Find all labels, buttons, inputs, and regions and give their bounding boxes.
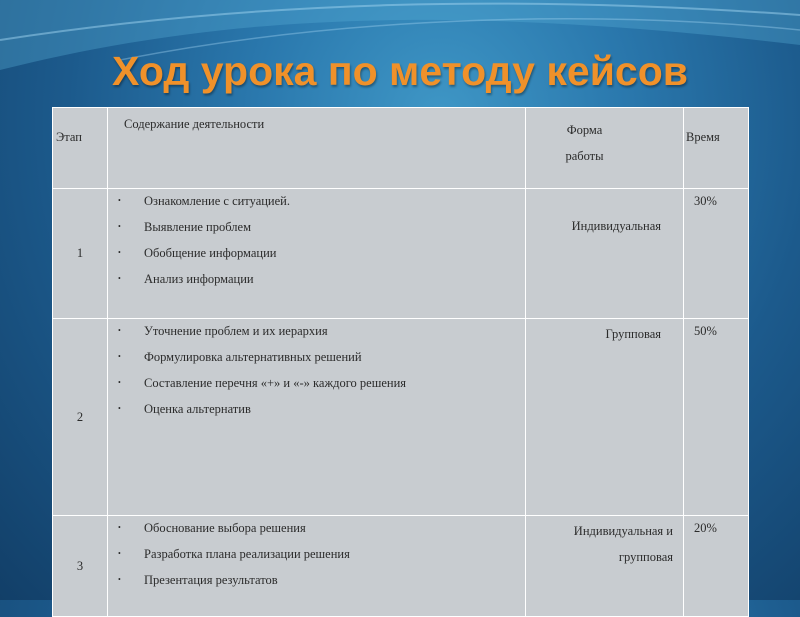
list-item: • Формулировка альтернативных решений (118, 347, 525, 373)
list-item: • Презентация результатов (118, 570, 525, 596)
list-item: • Уточнение проблем и их иерархия (118, 321, 525, 347)
list-item: • Обоснование выбора решения (118, 518, 525, 544)
slide-title: Ход урока по методу кейсов (112, 48, 688, 94)
list-item: • Оценка альтернатив (118, 399, 525, 425)
work-form: Индивидуальная (526, 189, 684, 319)
list-item: • Выявление проблем (118, 217, 525, 243)
activity-cell (108, 319, 526, 516)
header-content: Содержание деятельности (108, 108, 526, 189)
activity-list (108, 189, 525, 295)
stage-number: 2 (53, 319, 108, 516)
list-item: • Обобщение информации (118, 243, 525, 269)
list-item: • Анализ информации (118, 269, 525, 295)
activity-cell (108, 516, 526, 617)
table-row (53, 189, 749, 319)
table-row (53, 516, 749, 617)
list-item: • Разработка плана реализации решения (118, 544, 525, 570)
lesson-table (52, 107, 749, 617)
list-item: • Составление перечня «+» и «-» каждого решения (118, 373, 525, 399)
header-row (53, 108, 749, 189)
activity-list (108, 516, 525, 596)
work-form (526, 516, 684, 617)
time-value: 20% (684, 516, 749, 617)
table-row (53, 319, 749, 516)
work-form: Групповая (526, 319, 684, 516)
header-form-line2: работы (565, 149, 604, 163)
header-stage: Этап (53, 108, 108, 189)
header-form (526, 108, 684, 189)
header-time: Время (684, 108, 749, 189)
work-form-line1: Индивидуальная и (573, 524, 673, 538)
list-item: • Ознакомление с ситуацией. (118, 191, 525, 217)
time-value: 30% (684, 189, 749, 319)
activity-cell (108, 189, 526, 319)
header-form-line1: Форма (566, 123, 603, 137)
stage-number: 3 (53, 516, 108, 617)
work-form-line2: групповая (618, 550, 673, 564)
activity-list (108, 319, 525, 425)
stage-number: 1 (53, 189, 108, 319)
time-value: 50% (684, 319, 749, 516)
